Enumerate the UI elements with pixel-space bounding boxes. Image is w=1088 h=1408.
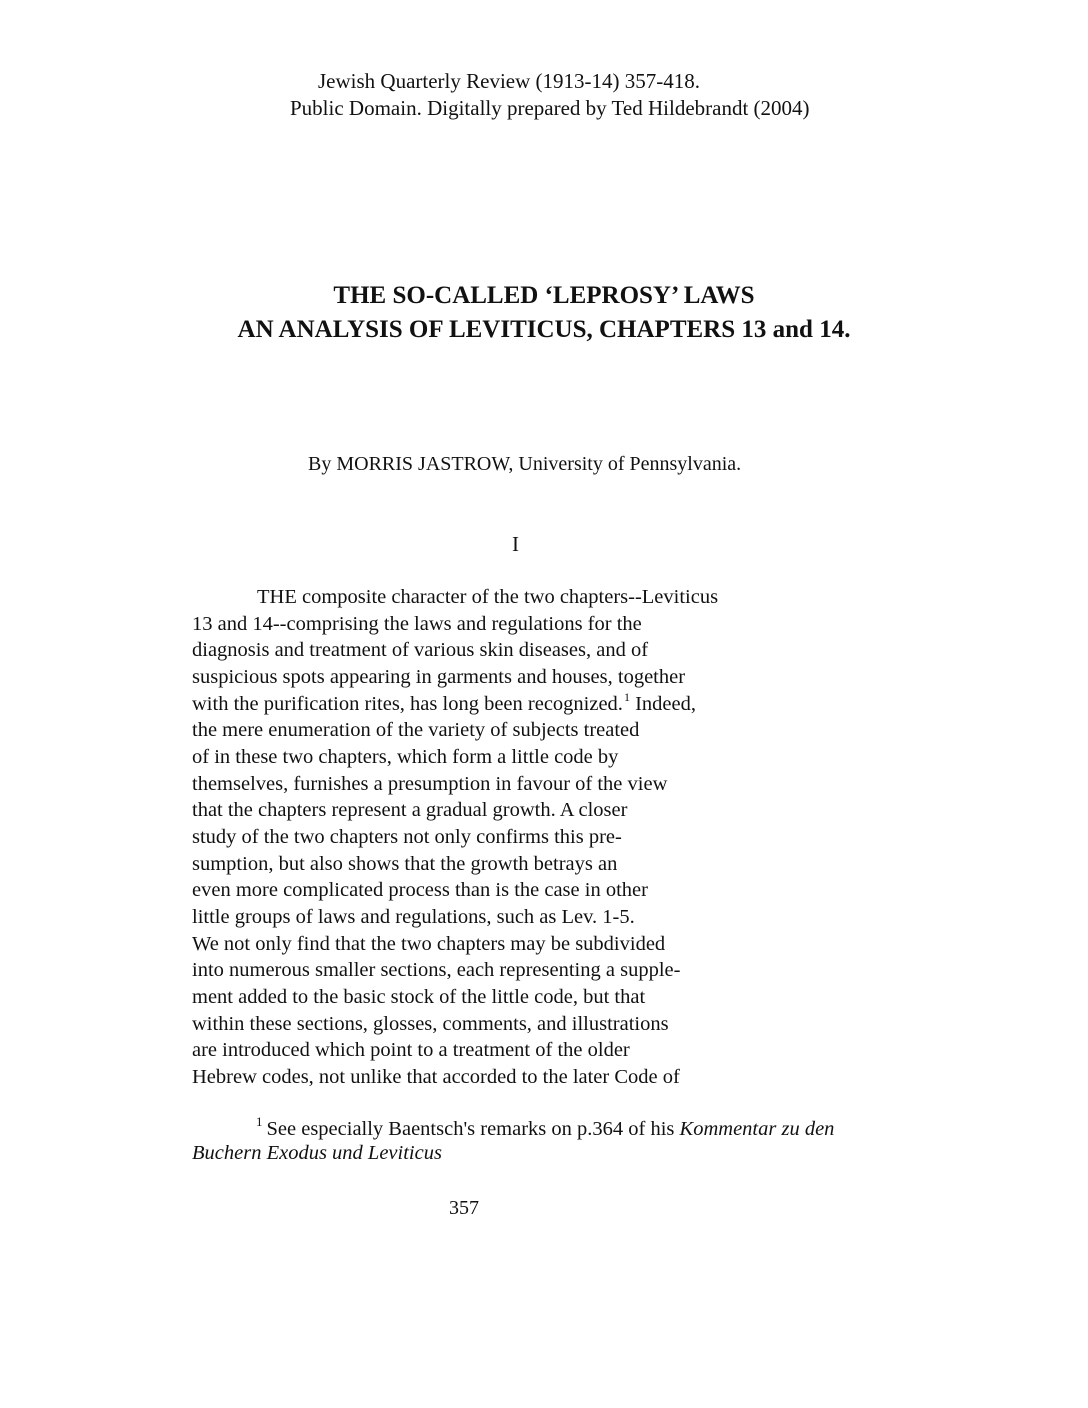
page-number: 357 [449,1197,479,1219]
body-line: little groups of laws and regulations, such as Lev. 1-5. [192,906,635,928]
body-line: sumption, but also shows that the growth betrays an [192,853,618,875]
body-line: We not only find that the two chapters may be subdivided [192,933,666,955]
body-line: Hebrew codes, not unlike that accorded to the later Code of [192,1066,680,1088]
body-line: are introduced which point to a treatment of the older [192,1039,630,1061]
body-line: within these sections, glosses, comments, and illustrations [192,1013,669,1035]
public-domain-notice: Public Domain. Digitally prepared by Ted Hildebrandt (2004) [290,96,810,120]
body-line: suspicious spots appearing in garments and houses, together [192,666,686,688]
body-line: diagnosis and treatment of various skin diseases, and of [192,639,649,661]
body-line: into numerous smaller sections, each representing a supple- [192,959,681,981]
body-line: of in these two chapters, which form a little code by [192,746,619,768]
body-line: THE composite character of the two chapters--Leviticus [257,586,719,608]
body-line: the mere enumeration of the variety of subjects treated [192,719,640,741]
body-line: 13 and 14--comprising the laws and regulations for the [192,613,642,635]
body-line-text: with the purification rites, has long been recognized. [192,693,623,715]
footnote-book-title-continued: Buchern Exodus und Leviticus [192,1142,442,1164]
body-line-tail: Indeed, [629,693,696,715]
footnote-marker: 1 [256,1114,263,1129]
source-citation: Jewish Quarterly Review (1913-14) 357-418. [318,69,700,93]
body-line: that the chapters represent a gradual growth. A closer [192,799,628,821]
body-line: ment added to the basic stock of the little code, but that [192,986,646,1008]
footnote-text: See especially Baentsch's remarks on p.364 of his [266,1118,680,1140]
body-line: even more complicated process than is the case in other [192,879,648,901]
footnote-book-title: Kommentar zu den [679,1118,835,1140]
article-title: THE SO-CALLED ‘LEPROSY’ LAWS [333,282,755,309]
body-line [192,691,696,720]
body-line: themselves, furnishes a presumption in favour of the view [192,773,668,795]
article-subtitle: AN ANALYSIS OF LEVITICUS, CHAPTERS 13 and 14. [237,316,851,343]
body-line: study of the two chapters not only confirms this pre- [192,826,622,848]
author-byline: By MORRIS JASTROW, University of Pennsylvania. [308,453,742,475]
section-numeral: I [512,532,519,556]
footnote-reference[interactable]: 1 [623,690,630,704]
